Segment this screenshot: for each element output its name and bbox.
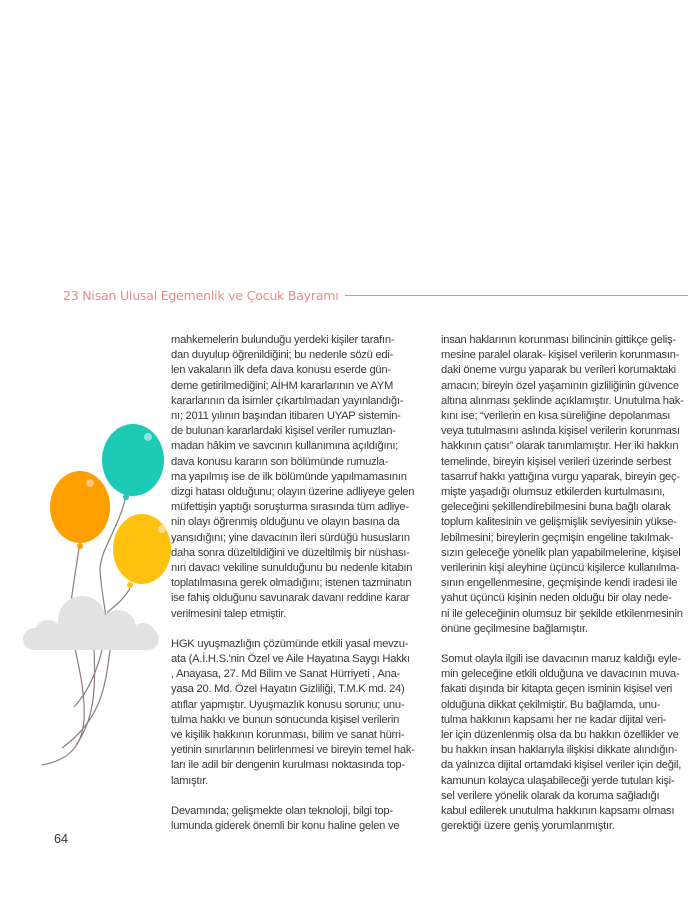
text-line: Devamında; gelişmekte olan teknoloji, bilgi top-: [171, 804, 393, 817]
balloon-yellow: [113, 514, 171, 588]
text-line: sının engellenmesine, geçmişinde kendi iradesi ile: [441, 577, 678, 590]
text-line: kabul edilerek unutulma hakkının kapsamı olması: [441, 805, 675, 818]
text-line: müfettişin yaptığı soruşturma sırasında tüm adliye-: [171, 501, 409, 514]
text-line: daha sonra düzeltildiğini ve düzeltilmiş bir nüshası-: [171, 546, 410, 559]
left-column: [171, 333, 426, 849]
text-line: bu hakkın insan haklarıyla ilişkisi dikkate alındığın-: [441, 744, 678, 757]
balloon-teal: [102, 424, 164, 500]
text-line: kamunun kolayca ulaşabileceği yerde tutulan kişi-: [441, 774, 675, 787]
text-line: ve kişilik hakkının korunması, bilim ve sanat hürri-: [171, 729, 405, 742]
text-line: ata (A.İ.H.S.'nin Özel ve Aile Hayatına Saygı Hakkı: [171, 653, 410, 666]
page-number: 64: [54, 832, 68, 846]
text-line: ları ile adil bir dengenin kurulması noktasında top-: [171, 759, 405, 772]
balloons-illustration: [0, 400, 175, 780]
right-column: [441, 333, 700, 850]
text-line: gerektiği üzere geniş yorumlanmıştır.: [441, 820, 615, 833]
text-line: temelinde, bireyin kişisel verileri üzerinde serbest: [441, 455, 672, 468]
text-line: len vakaların ilk defa dava konusu eserde gün-: [171, 364, 391, 377]
text-line: olduğuna dikkat çekilmiştir. Bu bağlamda, unu-: [441, 698, 661, 711]
text-line: Somut olayla ilgili ise davacının maruz kaldığı eyle-: [441, 653, 681, 666]
text-line: lamıştır.: [171, 774, 208, 787]
paragraph: [171, 637, 426, 789]
text-line: nı; 2011 yılının başından itibaren UYAP sistemin-: [171, 410, 401, 423]
cloud-icon: [23, 596, 159, 650]
text-line: yahut üçüncü kişinin neden olduğu bir olay nede-: [441, 592, 672, 605]
text-line: altına alınması şeklinde açıklamıştır. Unutulma hak-: [441, 394, 684, 407]
text-line: kararlarının da isimler çıkartılmadan yayınlandığı-: [171, 394, 404, 407]
text-line: ise fahiş olduğunu savunarak davanı reddine karar: [171, 592, 410, 605]
text-line: mahkemelerin bulunduğu yerdeki kişiler tarafın-: [171, 334, 395, 346]
text-line: nın davacı vekiline sunulduğunu bu nedenle kitabın: [171, 562, 413, 575]
text-line: ni ile geleceğinin olumsuz bir şekilde etkilenmesinin: [441, 607, 683, 620]
text-line: lebilmesini; bireylerin geçmişin engeline takılmak-: [441, 531, 674, 544]
paragraph: [441, 333, 700, 637]
text-line: verilerinin kişi aleyhine üçüncü kişilerce kullanılma-: [441, 562, 680, 575]
text-line: mişte yaşadığı olumsuz etkilerden kurtulmasını,: [441, 486, 665, 499]
header-title: 23 Nisan Ulusal Egemenlik ve Çocuk Bayramı: [63, 287, 339, 303]
text-line: geleceğini şekillendirebilmesini buna bağlı olarak: [441, 501, 671, 514]
text-line: veya tutulmasını aslında kişisel verilerin korunması: [441, 425, 680, 438]
text-line: yansıdığını; yine davacının ileri sürdüğü hususların: [171, 531, 410, 544]
text-line: deme getirilmediğini; AİHM kararlarının ve AYM: [171, 379, 394, 392]
text-line: hakkının çatısı” olarak tanımlamıştır. Her iki hakkın: [441, 440, 679, 453]
text-line: dizgi hatası olduğunu; olayın üzerine adliyeye gelen: [171, 486, 415, 499]
paragraph: [171, 804, 426, 834]
text-line: sızın geleceğe yönelik plan yapabilmelerine, kişisel: [441, 546, 681, 559]
text-line: verilmesini talep etmiştir.: [171, 607, 287, 620]
text-line: lumunda giderek önemli bir konu haline gelen ve: [171, 820, 400, 833]
running-header: [63, 286, 688, 304]
text-line: da yalnızca dijital ortamdaki kişisel veriler için değil,: [441, 759, 682, 772]
text-line: , Anayasa, 27. Md Bilim ve Sanat Hürriyeti , Ana-: [171, 668, 401, 681]
text-line: dan duyulup öğrenildiğini; bu nedenle sözü edi-: [171, 349, 394, 362]
text-line: fakati dışında bir kitapta geçen isminin kişisel veri: [441, 683, 673, 696]
text-line: HGK uyuşmazlığın çözümünde etkili yasal mevzu-: [171, 637, 409, 650]
paragraph: [171, 333, 426, 622]
text-line: toplatılmasına gerek olmadığını; istenen tazminatın: [171, 577, 412, 590]
text-line: nin olayı öğrenmiş olduğunu ve olayın basına da: [171, 516, 400, 529]
text-line: önüne geçilmesine bağlamıştır.: [441, 622, 588, 635]
text-line: dava konusu kararın son bölümünde rumuzla-: [171, 455, 389, 468]
text-line: tulma hakkının kapsamı her ne kadar dijital veri-: [441, 713, 667, 726]
paragraph: [441, 652, 700, 834]
text-line: tasarruf hakkı yattığına vurgu yaparak, bireyin geç-: [441, 470, 680, 483]
text-line: tulma hakkı ve bunun sonucunda kişisel verilerin: [171, 713, 400, 726]
text-line: de bulunan kararlardaki kişisel veriler rumuzlan-: [171, 425, 396, 438]
text-line: sel verilere yönelik olarak da koruma sağladığı: [441, 789, 660, 802]
text-line: amacın; bireyin özel yaşamının gizliliğinin güvence: [441, 379, 679, 392]
text-line: madan hâkim ve savcının kullanımına açıldığını;: [171, 440, 399, 453]
text-line: ler için düzenlenmiş olsa da bu hakkın özellikler ve: [441, 729, 679, 742]
text-line: yasa 20. Md. Özel Hayatın Gizliliği, T.M.K md. 24): [171, 683, 405, 696]
text-line: daki öneme vurgu yaparak bu verileri korumaktaki: [441, 364, 676, 377]
text-line: toplum kalitesinin ve gelişmişlik seviyesinin yükse-: [441, 516, 677, 529]
text-line: atıflar yapmıştır. Uyuşmazlık konusu sorunu; unu-: [171, 698, 405, 711]
text-line: min geleceğine etkili olduğuna ve davacının muva-: [441, 668, 680, 681]
balloon-orange: [50, 471, 110, 549]
text-line: yetinin sınırlarının belirlenmesi ve bireyin temel hak-: [171, 744, 415, 757]
text-line: insan haklarının korunması bilincinin gittikçe geliş-: [441, 334, 676, 346]
header-rule: [345, 295, 688, 296]
text-line: mesine paralel olarak- kişisel verilerin korunmasın-: [441, 349, 680, 362]
text-line: ma yapılmış ise de ilk bölümünde yapılmamasının: [171, 470, 407, 483]
text-line: kını ise; “verilerin en kısa süreliğine depolanması: [441, 410, 671, 423]
